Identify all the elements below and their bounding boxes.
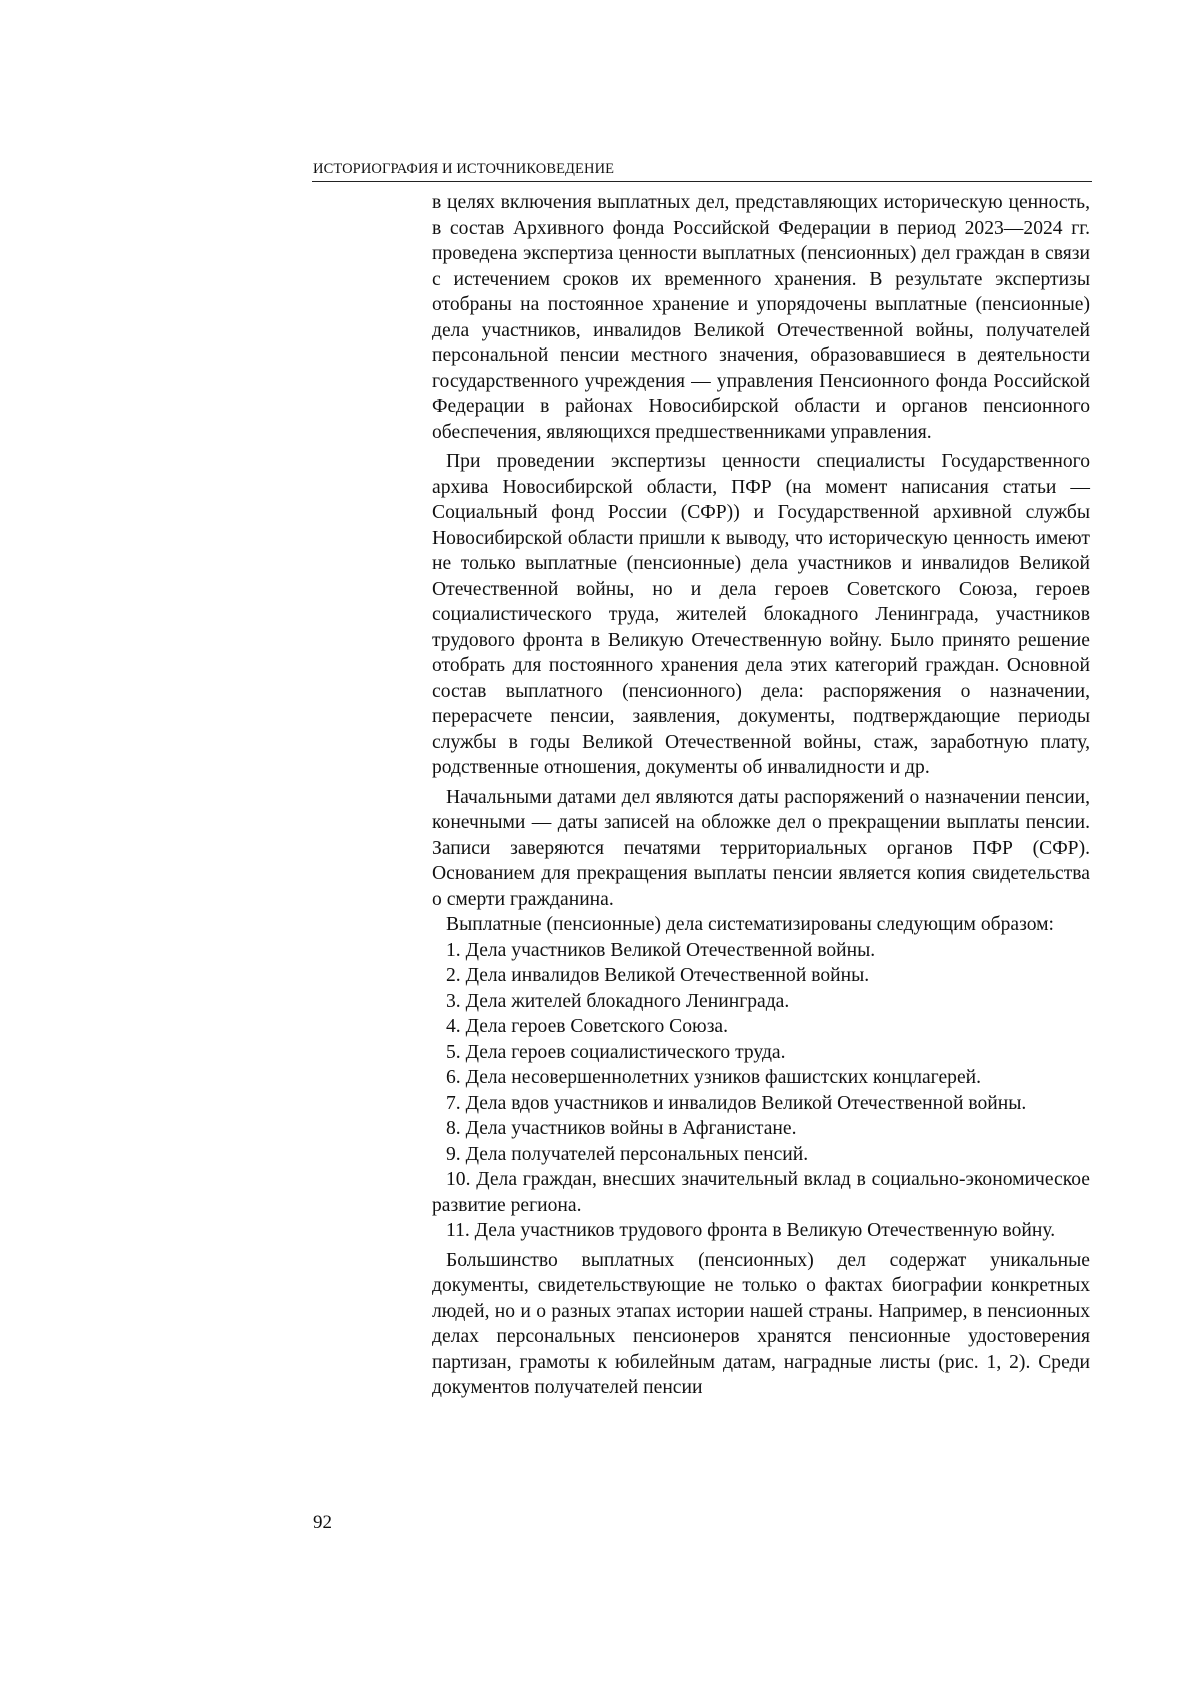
paragraph: При проведении экспертизы ценности специалисты Государственного архива Новосибирской области, ПФР (на момент написания статьи — Социальный фонд России (СФР)) и Государственной архивной службы Новосибирской области пришли к выводу, что историческую ценность имеют не только выплатные (пенсионные) дела участников и инвалидов Великой Отечественной войны, но и дела героев Советского Союза, героев социалистического труда, жителей блокадного Ленинграда, участников трудового фронта в Великую Отечественную войну. Было принято решение отобрать для постоянного хранения дела этих категорий граждан. Основной состав выплатного (пенсионного) дела: распоряжения о назначении, перерасчете пенсии, заявления, документы, подтверждающие периоды службы в годы Великой Отечественной войны, стаж, заработную плату, родственные отношения, документы об инвалидности и др. [432, 449, 1090, 781]
list-item: 10. Дела граждан, внесших значительный вклад в социально-экономическое развитие региона. [432, 1167, 1090, 1218]
body-text [432, 190, 1090, 1401]
list-item: 2. Дела инвалидов Великой Отечественной войны. [432, 963, 1090, 989]
list-item: 9. Дела получателей персональных пенсий. [432, 1142, 1090, 1168]
list-item: 4. Дела героев Советского Союза. [432, 1014, 1090, 1040]
document-page [0, 0, 1200, 1697]
paragraph: в целях включения выплатных дел, представляющих историческую ценность, в состав Архивного фонда Российской Федерации в период 2023—2024 гг. проведена экспертиза ценности выплатных (пенсионных) дел граждан в связи с истечением сроков их временного хранения. В результате экспертизы отобраны на постоянное хранение и упорядочены выплатные (пенсионные) дела участников, инвалидов Великой Отечественной войны, получателей персональной пенсии местного значения, образовавшиеся в деятельности государственного учреждения — управления Пенсионного фонда Российской Федерации в районах Новосибирской области и органов пенсионного обеспечения, являющихся предшественниками управления. [432, 190, 1090, 445]
list-item: 7. Дела вдов участников и инвалидов Великой Отечественной войны. [432, 1091, 1090, 1117]
list-item: 5. Дела героев социалистического труда. [432, 1040, 1090, 1066]
running-head-title: ИСТОРИОГРАФИЯ И ИСТОЧНИКОВЕДЕНИЕ [313, 161, 1093, 178]
page-number: 92 [313, 1512, 332, 1534]
list-item: 8. Дела участников войны в Афганистане. [432, 1116, 1090, 1142]
list-item: 1. Дела участников Великой Отечественной войны. [432, 938, 1090, 964]
list-item: 6. Дела несовершеннолетних узников фашистских концлагерей. [432, 1065, 1090, 1091]
paragraph: Выплатные (пенсионные) дела систематизированы следующим образом: [432, 912, 1090, 938]
list-item: 3. Дела жителей блокадного Ленинграда. [432, 989, 1090, 1015]
list-item: 11. Дела участников трудового фронта в Великую Отечественную войну. [432, 1218, 1090, 1244]
paragraph: Начальными датами дел являются даты распоряжений о назначении пенсии, конечными — даты записей на обложке дел о прекращении выплаты пенсии. Записи заверяются печатями территориальных органов ПФР (СФР). Основанием для прекращения выплаты пенсии является копия свидетельства о смерти гражданина. [432, 785, 1090, 913]
closing-paragraph: Большинство выплатных (пенсионных) дел содержат уникальные документы, свидетельствующие не только о фактах биографии конкретных людей, но и о разных этапах истории нашей страны. Например, в пенсионных делах персональных пенсионеров хранятся пенсионные удостоверения партизан, грамоты к юбилейным датам, наградные листы (рис. 1, 2). Среди документов получателей пенсии [432, 1248, 1090, 1401]
category-list [432, 938, 1090, 1244]
header-rule [312, 181, 1092, 182]
